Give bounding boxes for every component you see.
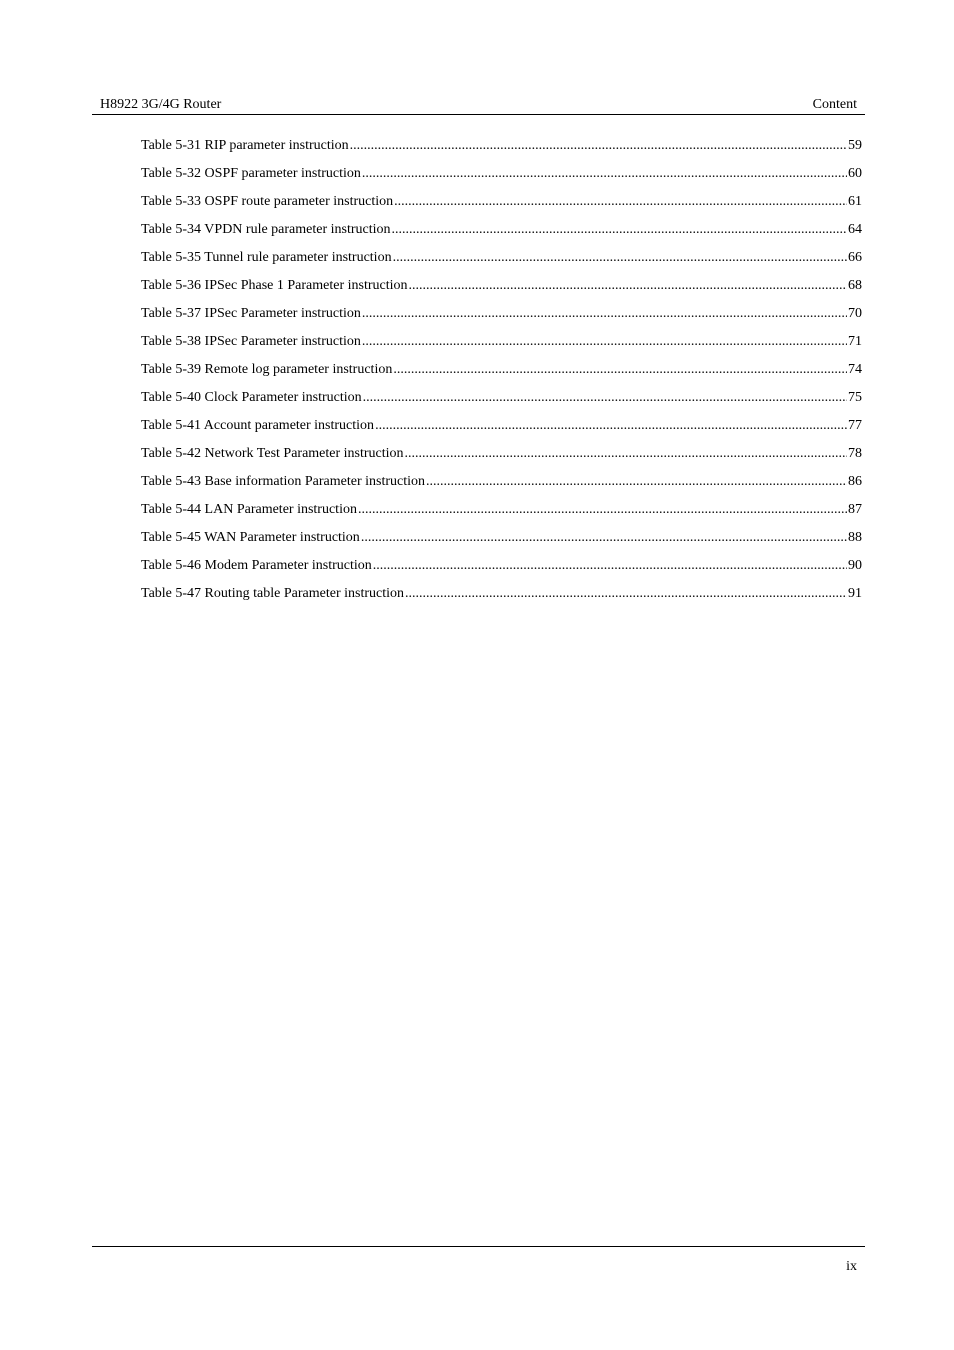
toc-entry-page: 68 (848, 278, 862, 293)
footer-divider (92, 1246, 865, 1247)
toc-dot-leader (362, 303, 847, 325)
toc-dot-leader (392, 219, 847, 241)
toc-entry-page: 88 (848, 530, 862, 545)
toc-entry[interactable] (141, 555, 862, 583)
toc-entry-label: Table 5-34 VPDN rule parameter instruction (141, 222, 391, 237)
toc-dot-leader (350, 135, 847, 157)
toc-dot-leader (393, 247, 847, 269)
toc-entry-label: Table 5-40 Clock Parameter instruction (141, 390, 362, 405)
toc-entry-page: 90 (848, 558, 862, 573)
toc-entry-label: Table 5-44 LAN Parameter instruction (141, 502, 357, 517)
toc-entry-page: 71 (848, 334, 862, 349)
toc-entry-label: Table 5-39 Remote log parameter instruction (141, 362, 393, 377)
toc-entry[interactable] (141, 247, 862, 275)
footer-page-number: ix (846, 1259, 857, 1274)
toc-entry-label: Table 5-35 Tunnel rule parameter instruction (141, 250, 392, 265)
toc-entry-page: 70 (848, 306, 862, 321)
toc-entry-label: Table 5-32 OSPF parameter instruction (141, 166, 361, 181)
toc-entry[interactable] (141, 527, 862, 555)
toc-entry[interactable] (141, 499, 862, 527)
toc-entry-label: Table 5-36 IPSec Phase 1 Parameter instruction (141, 278, 408, 293)
toc-dot-leader (426, 471, 847, 493)
toc-dot-leader (362, 331, 847, 353)
toc-entry[interactable] (141, 163, 862, 191)
toc-entry[interactable] (141, 471, 862, 499)
toc-entry[interactable] (141, 275, 862, 303)
toc-dot-leader (375, 415, 847, 437)
toc-dot-leader (361, 527, 847, 549)
toc-entry-page: 78 (848, 446, 862, 461)
toc-entry-page: 74 (848, 362, 862, 377)
toc-entry-label: Table 5-43 Base information Parameter instruction (141, 474, 425, 489)
toc-entry-page: 86 (848, 474, 862, 489)
toc-entry[interactable] (141, 387, 862, 415)
toc-entry[interactable] (141, 359, 862, 387)
toc-dot-leader (362, 163, 847, 185)
toc-dot-leader (358, 499, 847, 521)
page-header (92, 95, 865, 115)
toc-entry-label: Table 5-45 WAN Parameter instruction (141, 530, 360, 545)
toc-entry-page: 60 (848, 166, 862, 181)
toc-dot-leader (394, 191, 847, 213)
toc-entry-label: Table 5-47 Routing table Parameter instruction (141, 586, 405, 601)
toc-entry-page: 66 (848, 250, 862, 265)
toc-dot-leader (373, 555, 847, 577)
toc-entry-page: 75 (848, 390, 862, 405)
toc-dot-leader (409, 275, 847, 297)
header-title: H8922 3G/4G Router (100, 97, 222, 112)
toc-entry[interactable] (141, 191, 862, 219)
toc-dot-leader (363, 387, 847, 409)
toc-entry-label: Table 5-46 Modem Parameter instruction (141, 558, 372, 573)
toc-entry-label: Table 5-37 IPSec Parameter instruction (141, 306, 361, 321)
toc-entry[interactable] (141, 331, 862, 359)
toc-entry[interactable] (141, 415, 862, 443)
toc-entry-label: Table 5-38 IPSec Parameter instruction (141, 334, 361, 349)
toc-entry-page: 64 (848, 222, 862, 237)
toc-entry[interactable] (141, 219, 862, 247)
toc-entry-page: 61 (848, 194, 862, 209)
toc-entry[interactable] (141, 135, 862, 163)
table-of-contents (141, 135, 862, 611)
toc-entry-label: Table 5-33 OSPF route parameter instruction (141, 194, 394, 209)
header-section: Content (812, 97, 857, 112)
toc-entry-page: 59 (848, 138, 862, 153)
toc-entry-label: Table 5-41 Account parameter instruction (141, 418, 375, 433)
toc-dot-leader (405, 583, 847, 605)
toc-entry-page: 87 (848, 502, 862, 517)
toc-dot-leader (393, 359, 847, 381)
toc-entry-label: Table 5-31 RIP parameter instruction (141, 138, 349, 153)
toc-entry[interactable] (141, 443, 862, 471)
toc-entry-page: 77 (848, 418, 862, 433)
toc-entry-page: 91 (848, 586, 862, 601)
toc-dot-leader (405, 443, 847, 465)
toc-entry[interactable] (141, 583, 862, 611)
toc-entry[interactable] (141, 303, 862, 331)
toc-entry-label: Table 5-42 Network Test Parameter instruction (141, 446, 404, 461)
